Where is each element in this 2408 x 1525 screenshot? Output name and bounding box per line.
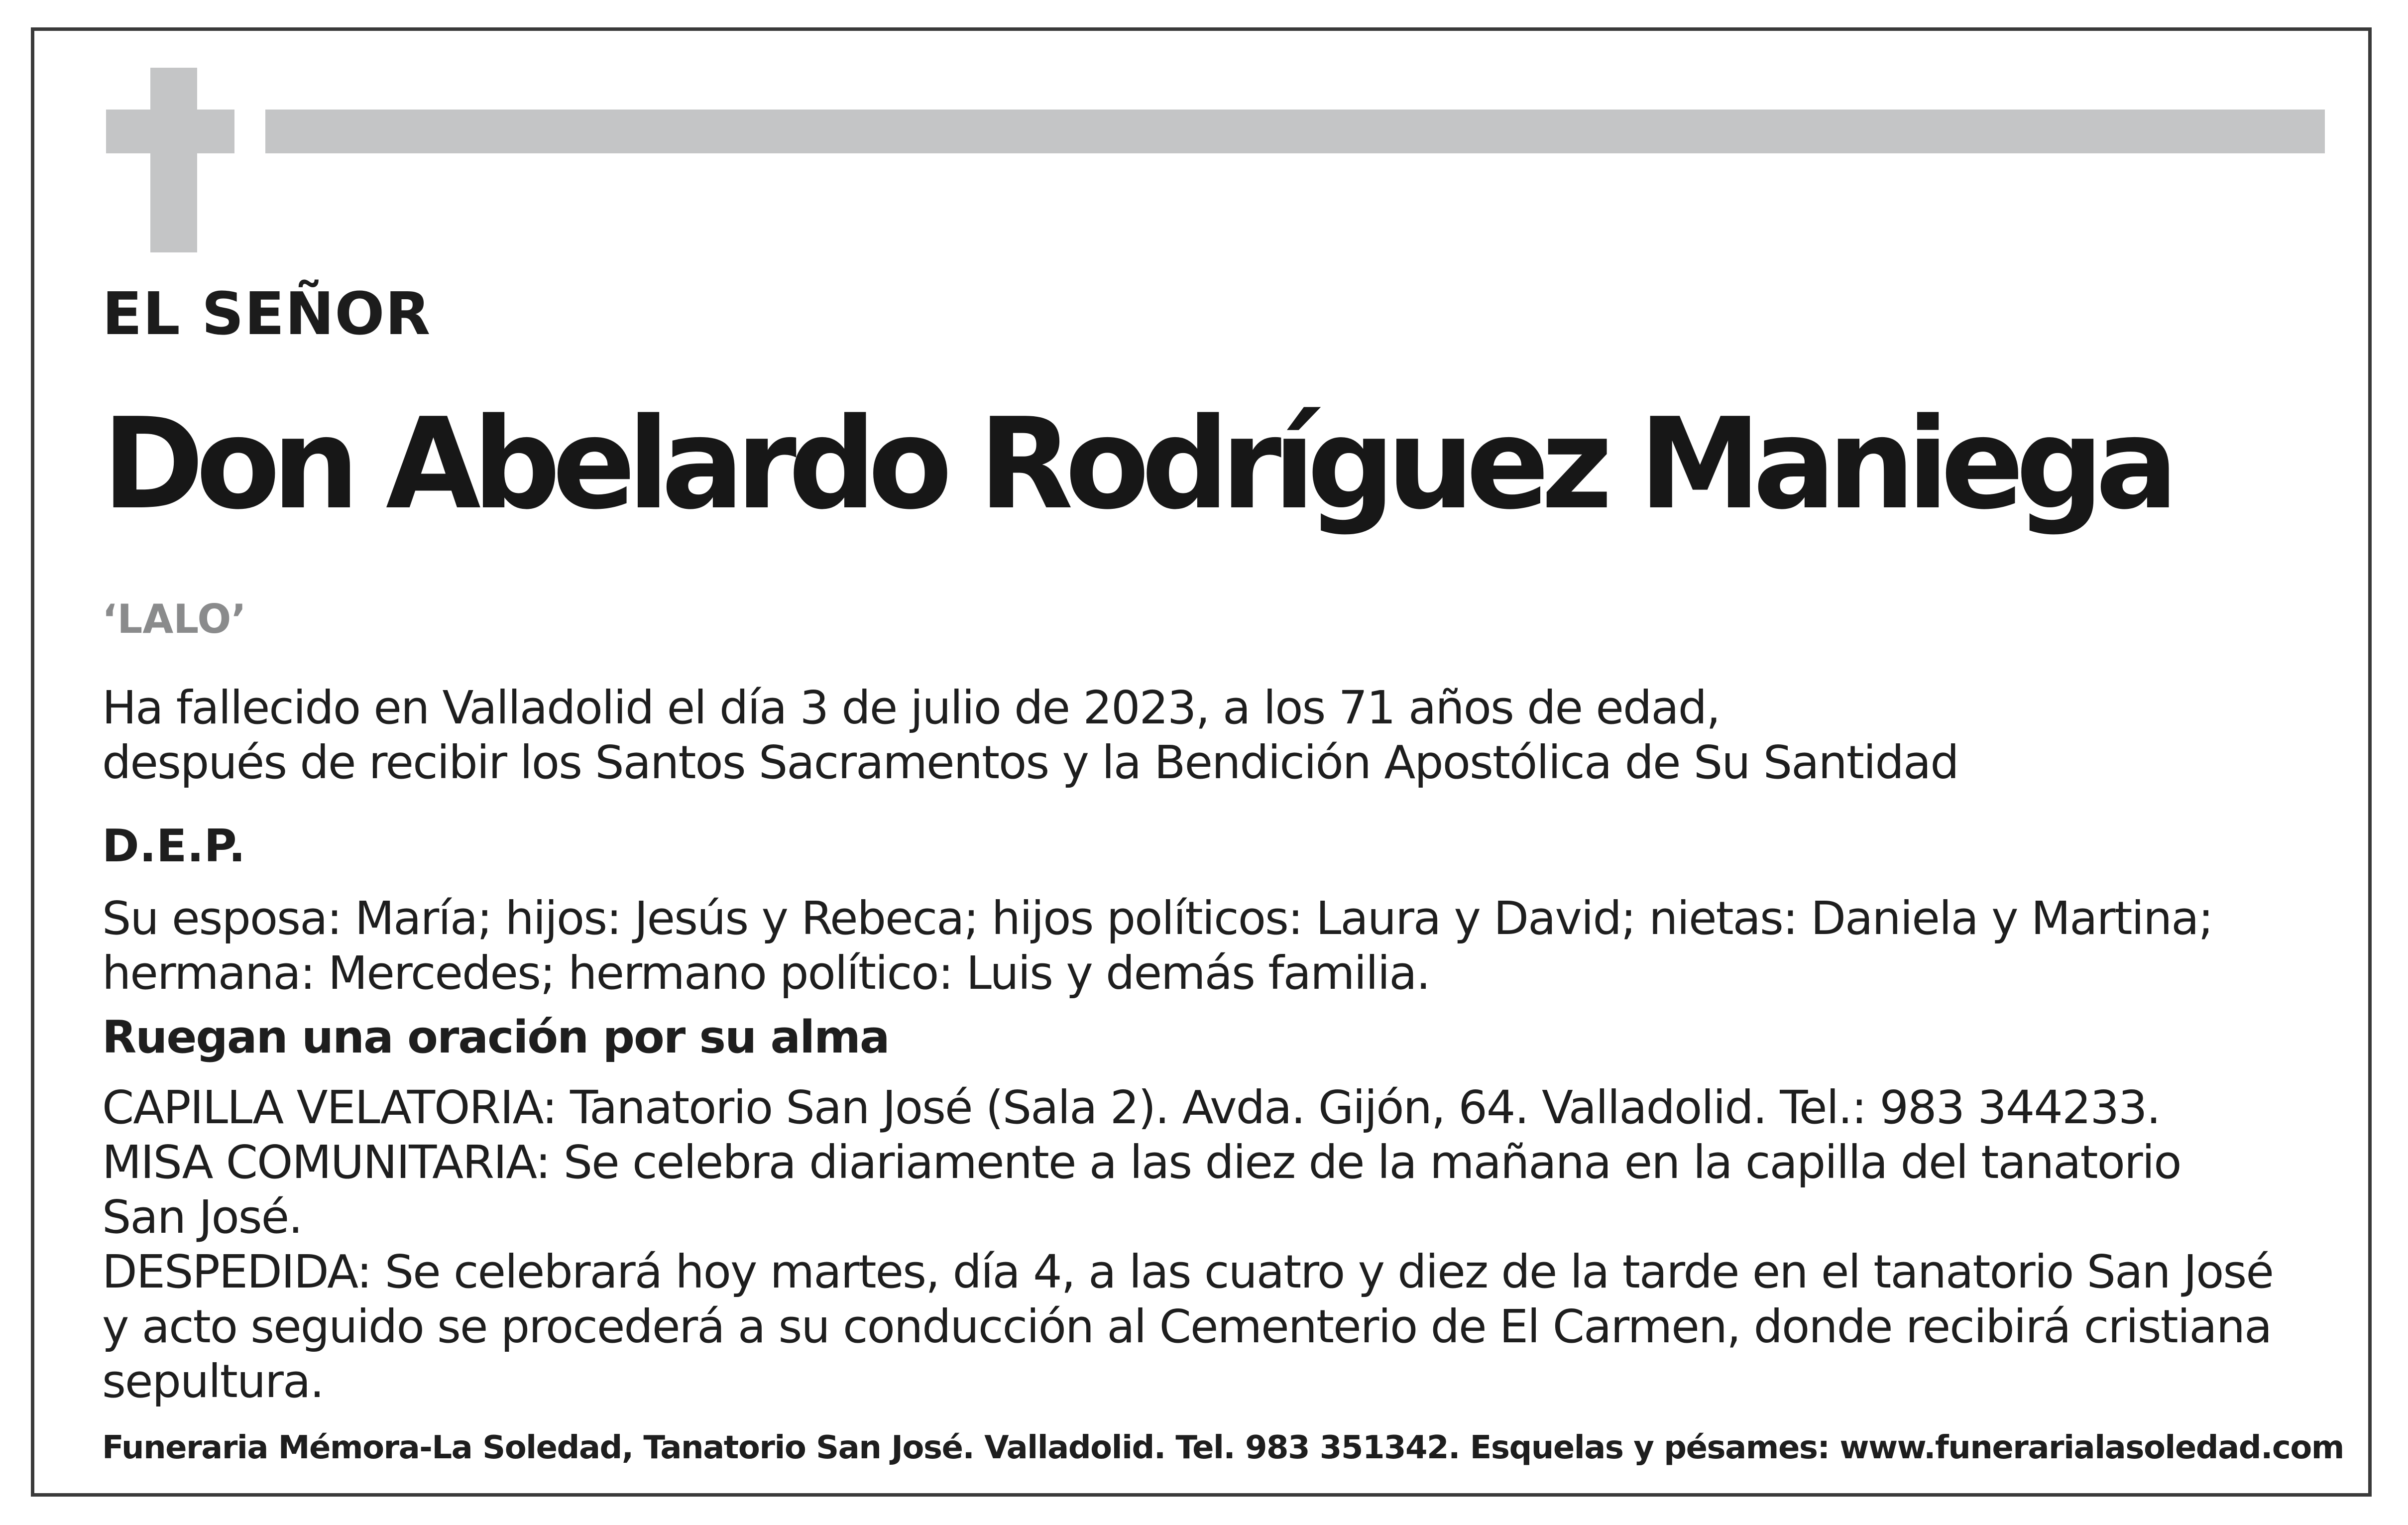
cross-icon-vertical (150, 68, 197, 252)
death-notice (102, 681, 1958, 790)
header-divider-bar (265, 110, 2325, 153)
death-notice-line: Ha fallecido en Valladolid el día 3 de julio de 2023, a los 71 años de edad, (102, 681, 1720, 734)
services-info (102, 1080, 2273, 1409)
cross-icon-horizontal (106, 110, 234, 153)
family-list (102, 891, 2213, 1001)
nickname: ‘LALO’ (102, 596, 246, 642)
services-line: San José. (102, 1190, 302, 1244)
death-notice-line: después de recibir los Santos Sacramentos y la Bendición Apostólica de Su Santidad (102, 736, 1958, 789)
services-line: CAPILLA VELATORIA: Tanatorio San José (Sala 2). Avda. Gijón, 64. Valladolid. Tel.: 983 344233. (102, 1081, 2160, 1134)
footer-funeral-home: Funeraria Mémora-La Soledad, Tanatorio San José. Valladolid. Tel. 983 351342. Esquelas y pésames: www.funerarialasoledad.com (102, 1429, 2344, 1466)
deceased-name: Don Abelardo Rodríguez Maniega (102, 391, 2171, 537)
prayer-request: Ruegan una oración por su alma (102, 1011, 889, 1063)
family-line: Su esposa: María; hijos: Jesús y Rebeca; hijos políticos: Laura y David; nietas: Daniela y Martina; (102, 892, 2213, 945)
services-line: sepultura. (102, 1355, 324, 1408)
services-line: MISA COMUNITARIA: Se celebra diariamente a las diez de la mañana en la capilla del tanatorio (102, 1136, 2181, 1189)
family-line: hermana: Mercedes; hermano político: Luis y demás familia. (102, 946, 1430, 1000)
dep-label: D.E.P. (102, 820, 246, 872)
services-line: y acto seguido se procederá a su conducción al Cementerio de El Carmen, donde recibirá cristiana (102, 1300, 2272, 1353)
title-prefix: EL SEÑOR (102, 279, 431, 348)
services-line: DESPEDIDA: Se celebrará hoy martes, día 4, a las cuatro y diez de la tarde en el tanatorio San José (102, 1245, 2273, 1298)
